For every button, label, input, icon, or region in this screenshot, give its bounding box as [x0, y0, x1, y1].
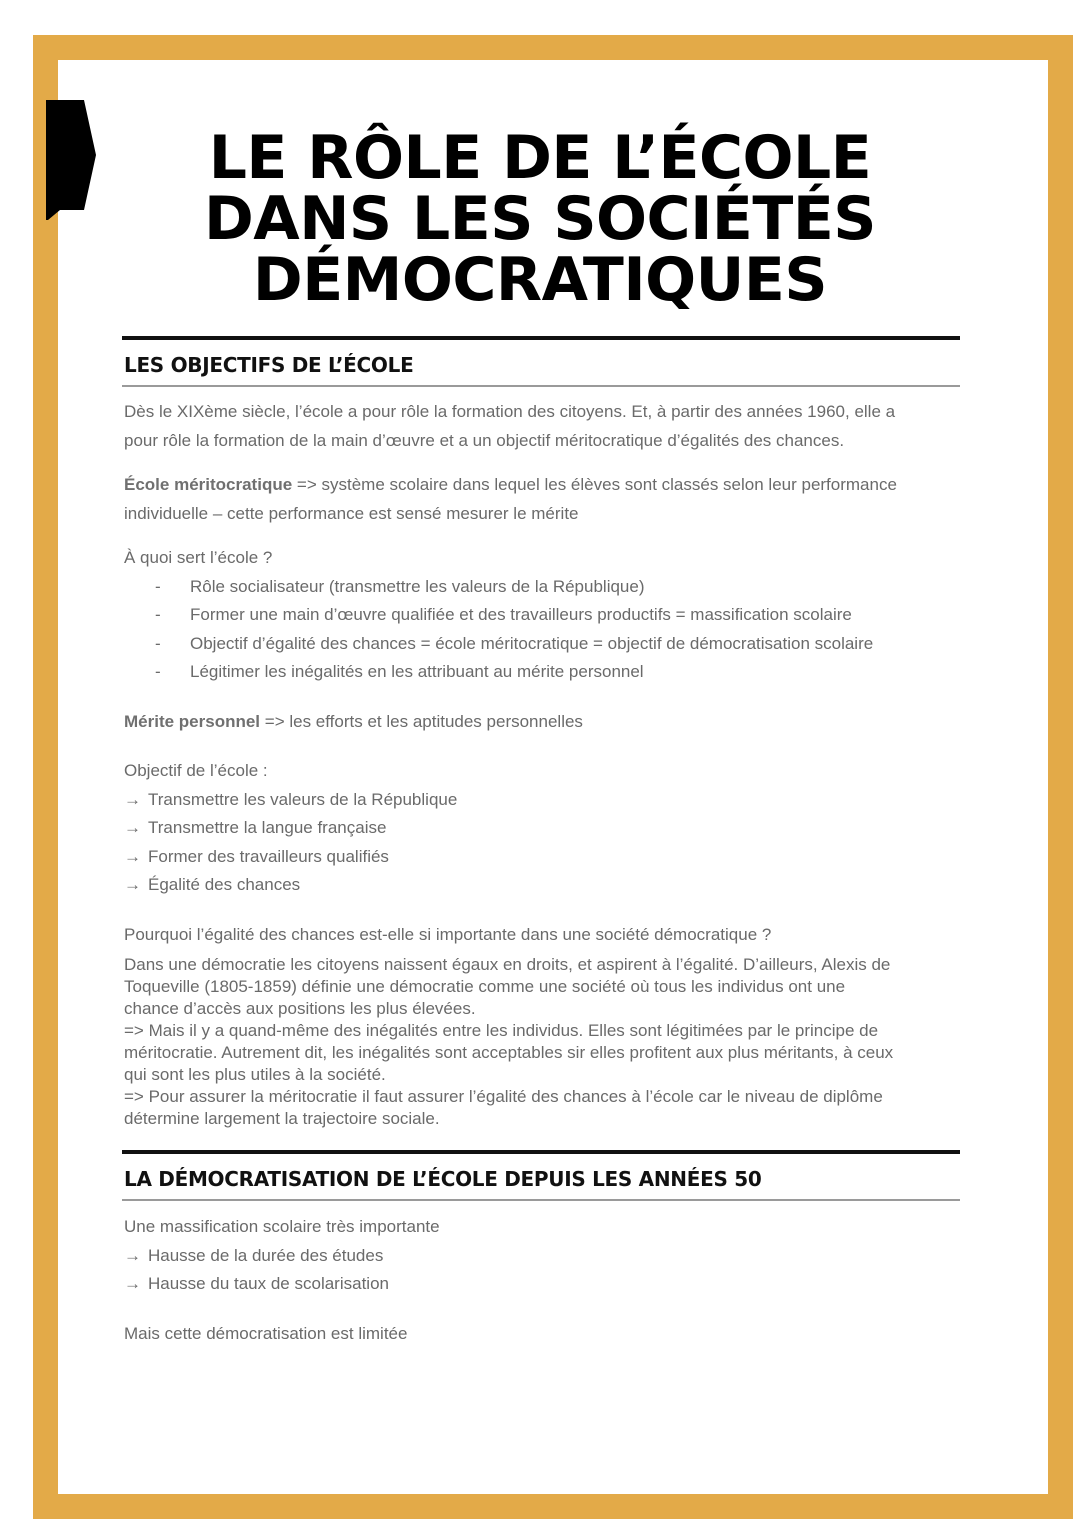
- objectives-list: [122, 786, 960, 900]
- arrow-right-icon: →: [124, 846, 141, 866]
- list-item: - Légitimer les inégalités en les attribuant au mérite personnel: [155, 658, 960, 687]
- arrow-right-icon: →: [124, 1274, 141, 1293]
- arrow-right-icon: →: [124, 818, 141, 837]
- massification-list: [122, 1242, 960, 1299]
- page-title: [190, 123, 890, 315]
- list-item: → Transmettre la langue française: [124, 814, 960, 843]
- list-item: → Hausse du taux de scolarisation: [124, 1270, 960, 1299]
- definition-text-cont: individuelle – cette performance est sensé mesurer le mérite: [124, 503, 579, 523]
- uses-list: [122, 573, 960, 687]
- arrow-right-icon: →: [124, 789, 141, 809]
- intro-line-1: Dès le XIXème siècle, l’école a pour rôle la formation des citoyens. Et, à partir des années 1960, elle a: [124, 402, 896, 421]
- list-item: → Transmettre les valeurs de la République: [124, 786, 960, 815]
- document-body: [122, 336, 960, 1348]
- list-item: - Rôle socialisateur (transmettre les valeurs de la République): [155, 573, 960, 602]
- list-item: → Égalité des chances: [124, 871, 960, 900]
- question-equal-opportunity: Pourquoi l’égalité des chances est-elle si importante dans une société démocratique ?: [124, 924, 772, 944]
- definition-meritocratic-school: [122, 471, 960, 528]
- list-item: → Hausse de la durée des études: [124, 1242, 960, 1271]
- arrow-right-icon: →: [124, 875, 141, 894]
- section-heading-democratisation: LA DÉMOCRATISATION DE L’ÉCOLE DEPUIS LES ANNÉES 50: [122, 1154, 960, 1201]
- intro-paragraph: [122, 398, 960, 455]
- definition-text: => système scolaire dans lequel les élèves sont classés selon leur performance: [292, 475, 897, 494]
- list-item: → Former des travailleurs qualifiés: [124, 843, 960, 872]
- definition-text: => les efforts et les aptitudes personnelles: [260, 711, 583, 731]
- massification-intro: Une massification scolaire très importante: [124, 1217, 440, 1236]
- title-line-3: DÉMOCRATIQUES: [252, 245, 828, 315]
- intro-line-2: pour rôle la formation de la main d’œuvre et a un objectif méritocratique d’égalités des chances.: [124, 430, 845, 450]
- definition-term: Mérite personnel: [124, 711, 261, 731]
- arrow-right-icon: →: [124, 1245, 141, 1265]
- title-line-1: LE RÔLE DE L’ÉCOLE: [208, 123, 872, 193]
- definition-term: École méritocratique: [124, 475, 293, 494]
- definition-personal-merit: [122, 708, 960, 737]
- objectives-label: Objectif de l’école :: [124, 761, 268, 780]
- black-tab-marker: [46, 100, 96, 220]
- list-item: - Objectif d’égalité des chances = école méritocratique = objectif de démocratisation scolaire: [155, 630, 960, 659]
- title-line-2: DANS LES SOCIÉTÉS: [203, 184, 877, 254]
- conclusion-text: Mais cette démocratisation est limitée: [124, 1323, 408, 1343]
- answer-paragraph: Dans une démocratie les citoyens naissent égaux en droits, et aspirent à l’égalité. D’ailleurs, Alexis de Toqueville (1805-1859) définie une démocratie comme une société où tous les individus ont une chance d’accès aux positions les plus élevées. => Mais il y a quand-même des inégalités entre les individus. Elles sont légitimées par le principe de méritocratie. Autrement dit, les inégalités sont acceptables sir elles profitent aux plus méritants, à ceux qui sont les plus utiles à la société. => Pour assurer la méritocratie il faut assurer l’égalité des chances à l’école car le niveau de diplôme détermine largement la trajectoire sociale.: [124, 955, 894, 1128]
- list-item: - Former une main d’œuvre qualifiée et des travailleurs productifs = massification scolaire: [155, 601, 960, 630]
- question-what-is-school-for: À quoi sert l’école ?: [124, 548, 273, 567]
- section-heading-objectifs: LES OBJECTIFS DE L’ÉCOLE: [122, 340, 960, 387]
